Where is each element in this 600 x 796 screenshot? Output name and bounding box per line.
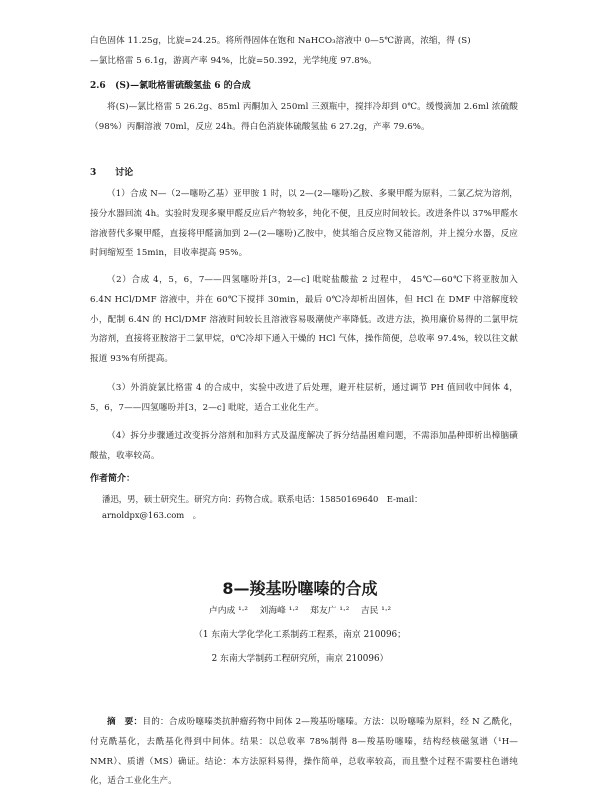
- top-paragraph-line2: —氯比格雷 5 6.1g，游离产率 94%，比旋=50.392，光学纯度 97.8%。: [90, 55, 377, 66]
- abstract: [90, 713, 518, 792]
- discussion-item-1: （1）合成 N—（2—噻吩乙基）亚甲胺 1 时，以 2—(2—噻吩)乙胺、多聚甲醛为原料，二氯乙烷为溶剂，接分水器回流 4h。实验时发现多聚甲醛反应后产物较多，纯化不便，且反应时间较长。改进条件以 37%甲醛水溶液替代多聚甲醛，直接将甲醛滴加到 2—(2—噻吩)乙胺中，使其缩合反应物又能溶剂，并上搅分水器，反应时间缩短至 15min，目收率提高 95%。: [90, 189, 518, 259]
- top-paragraph-line1: 白色固体 11.25g，比旋=24.25。将所得固体在饱和 NaHCO₃溶液中 0—5℃游离，浓缩，得 (S): [90, 36, 471, 46]
- section-3-number: 3: [90, 168, 97, 178]
- discussion-item-2: （2）合成 4，5，6，7——四氢噻吩并[3，2—c] 吡啶盐酸盐 2 过程中， 45℃—60℃下将亚胺加入 6.4N HCl/DMF 溶液中，并在 60℃下搅拌 30min，最后 0℃冷却析出固体，但 HCl 在 DMF 中溶解度较小，配制 6.4N 的 HCl/DMF 溶液时间较长且溶液容易吸潮使产率降低。改进方法，换用廉价易得的二氯甲烷为溶剂，直接将亚胺溶于二氯甲烷，0℃冷却下通入干燥的 HCl 气体，操作简便，总收率 97.4%，较以往文献报道 93%有所提高。: [90, 275, 518, 365]
- abstract-label: 摘 要：: [107, 717, 143, 727]
- abstract-text: 目的：合成吩噻嗪类抗肿瘤药物中间体 2—羧基吩噻嗪。方法：以吩噻嗪为原料，经 N 乙酰化，付克酰基化，去酰基化得到中间体。结果：以总收率 78%制得 8—羧基吩噻嗪，结构经核磁氢谱（¹H—NMR）、质谱（MS）确证。结论：本方法原料易得，操作简单，总收率较高，而且整个过程不需要柱色谱纯化，适合工业化生产。: [90, 717, 519, 787]
- section-2-6-body: 将(S)—氯比格雷 5 26.2g、85ml 丙酮加入 250ml 三颈瓶中，搅拌冷却到 0℃。缓慢滴加 2.6ml 浓硫酸（98%）丙酮溶液 70ml，反应 24h。得白色消旋体硫酸氢盐 6 27.2g，产率 79.6%。: [90, 102, 518, 132]
- section-2-6-number: 2.6: [90, 81, 106, 91]
- section-3-heading: [90, 165, 133, 181]
- top-paragraph: [90, 32, 518, 72]
- article-authors: 卢内成 ¹·² 刘海峰 ¹·² 郑友广 ¹·² 吉民 ¹·²: [208, 606, 392, 616]
- discussion-item-4: （4）拆分步骤通过改变拆分溶剂和加料方式及温度解决了拆分结晶困难问题，不需添加晶种即析出樟脑磺酸盐，收率较高。: [90, 431, 518, 461]
- discussion-item-3: （3）外消旋氯比格雷 4 的合成中，实验中改进了后处理，避开柱层析，通过调节 PH 值回收中间体 4，5，6，7——四氢噻吩并[3，2—c] 吡啶，适合工业化生产。: [90, 383, 518, 413]
- affiliation-1: （1 东南大学化学化工系制药工程系，南京 210096；: [194, 630, 406, 640]
- section-3-title: 讨论: [115, 168, 134, 178]
- author-intro-label: 作者简介：: [90, 474, 136, 484]
- section-2-6-heading: [90, 78, 251, 94]
- affiliation-2: 2 东南大学制药工程研究所，南京 210096）: [211, 654, 389, 664]
- section-2-6-title: (S)—氯吡格雷硫酸氢盐 6 的合成: [115, 81, 251, 91]
- article-title: 8—羧基吩噻嗪的合成: [222, 579, 378, 598]
- author-intro-text: 潘迅，男，硕士研究生。研究方向：药物合成。联系电话：15850169640 E-mail：arnoldpx@163.com 。: [102, 494, 423, 520]
